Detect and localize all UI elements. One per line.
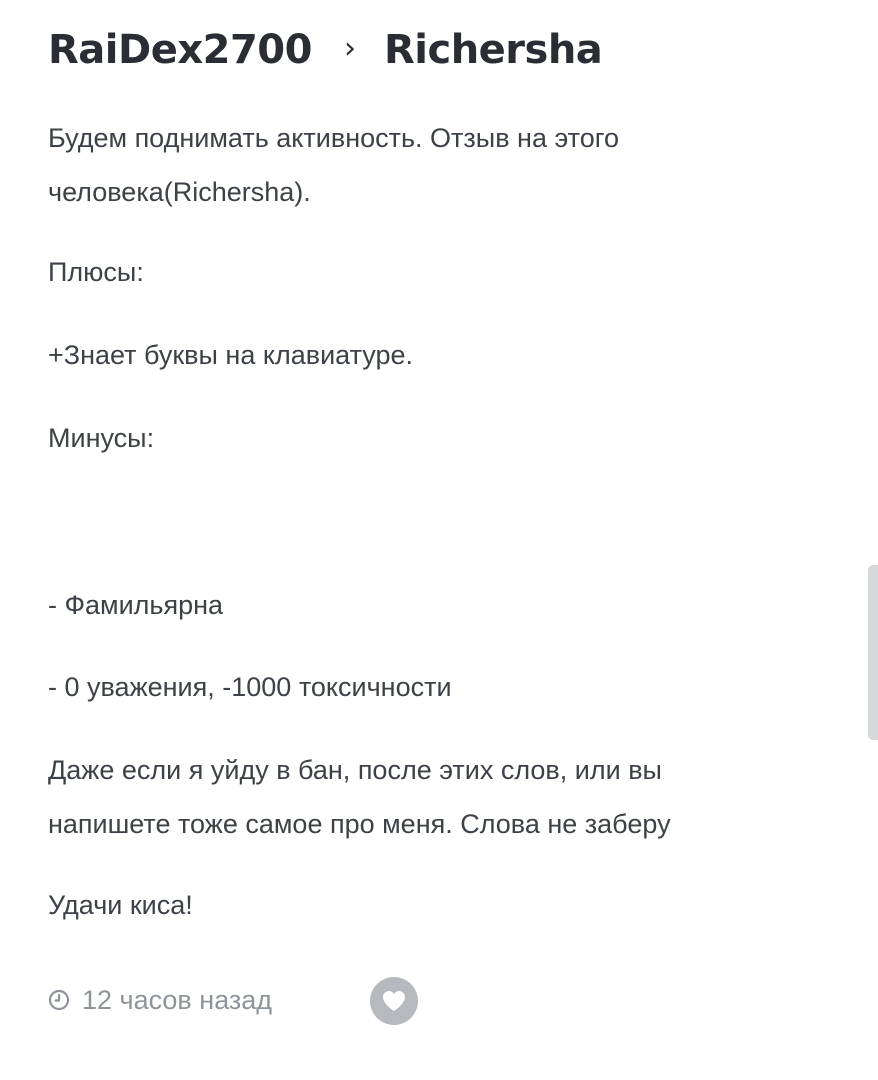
pros-heading: Плюсы: — [48, 257, 144, 287]
post-text-line: Будем поднимать активность. Отзыв на этого — [48, 123, 620, 153]
like-button[interactable] — [370, 977, 418, 1025]
post-text-line: Даже если я уйду в бан, после этих слов, или вы — [48, 755, 662, 785]
post-text-line: напишете тоже самое про меня. Слова не заберу — [48, 809, 671, 839]
target-user-link[interactable]: Richersha — [383, 27, 603, 73]
cons-item: - Фамильярна — [48, 590, 224, 620]
author-link[interactable]: RaiDex2700 — [48, 27, 312, 73]
scrollbar-thumb[interactable] — [868, 565, 878, 740]
clock-icon — [48, 989, 70, 1011]
post-header — [48, 22, 602, 78]
pros-item: +Знает буквы на клавиатуре. — [48, 340, 413, 370]
post-timestamp: 12 часов назад — [82, 984, 273, 1015]
post-meta — [48, 978, 272, 1022]
heart-icon — [381, 989, 407, 1013]
closing-line: Удачи киса! — [48, 890, 193, 920]
cons-heading: Минусы: — [48, 423, 155, 453]
cons-item: - 0 уважения, -1000 токсичности — [48, 672, 452, 702]
chevron-right-icon: › — [343, 30, 356, 66]
post-text-line: человека(Richersha). — [48, 177, 311, 207]
